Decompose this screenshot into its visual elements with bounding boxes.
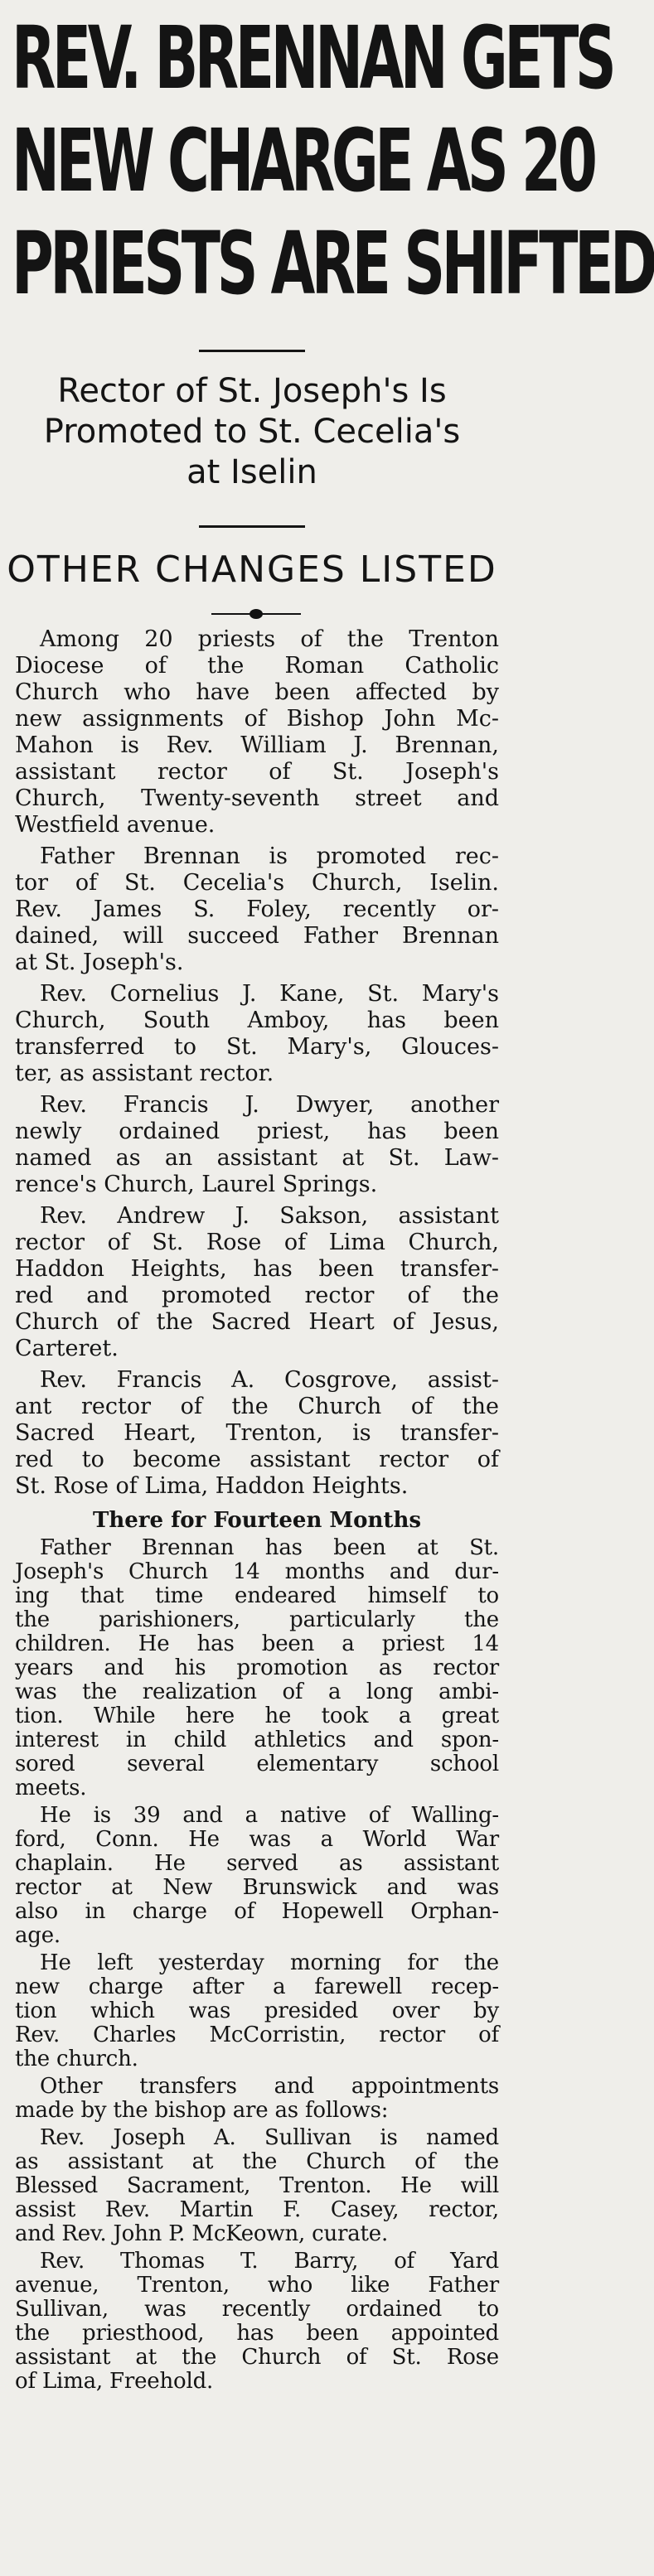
text-line: Church, Twenty-seventh street and: [15, 785, 499, 811]
text-line: Rev. Francis A. Cosgrove, assist-: [40, 1367, 499, 1393]
text-line: Rev. Joseph A. Sullivan is named: [40, 2125, 499, 2150]
text-line: rector at New Brunswick and was: [15, 1875, 499, 1900]
text-line: at St. Joseph's.: [15, 950, 184, 975]
text-line: red to become assistant rector of: [15, 1447, 499, 1472]
paragraph: [15, 1536, 499, 1800]
text-line: Church of the Sacred Heart of Jesus,: [15, 1309, 499, 1335]
text-line: the church.: [15, 2047, 138, 2071]
text-line: the parishioners, particularly the: [15, 1607, 499, 1632]
text-line: rector of St. Rose of Lima Church,: [15, 1230, 499, 1255]
deck-line: Promoted to St. Cecelia's: [43, 413, 461, 451]
deck: [0, 371, 504, 493]
text-line: Westfield avenue.: [15, 812, 216, 838]
deck-line: Rector of St. Joseph's Is: [57, 372, 447, 410]
text-line: named as an assistant at St. Law-: [15, 1145, 499, 1171]
headline: [12, 7, 654, 315]
text-line: red and promoted rector of the: [15, 1283, 499, 1308]
text-line: He is 39 and a native of Walling-: [40, 1803, 499, 1828]
text-line: tor of St. Cecelia's Church, Iselin.: [15, 870, 499, 896]
text-line: Rev. Francis J. Dwyer, another: [40, 1092, 499, 1118]
text-line: Rev. Charles McCorristin, rector of: [15, 2023, 499, 2047]
text-line: dained, will succeed Father Brennan: [15, 923, 499, 949]
text-line: newly ordained priest, has been: [15, 1119, 499, 1144]
text-line: and Rev. John P. McKeown, curate.: [15, 2221, 389, 2246]
headline-line: REV. BRENNAN GETS: [12, 7, 613, 109]
headline-line: PRIESTS ARE SHIFTED: [12, 213, 654, 314]
paragraph: [15, 1092, 499, 1198]
deck-line: at Iselin: [187, 453, 317, 491]
text-line: Haddon Heights, has been transfer-: [15, 1256, 499, 1282]
text-line: avenue, Trenton, who like Father: [15, 2273, 499, 2298]
text-line: chaplain. He served as assistant: [15, 1851, 499, 1876]
text-line: St. Rose of Lima, Haddon Heights.: [15, 1473, 409, 1499]
article-body: [15, 626, 499, 2397]
text-line: assistant at the Church of St. Rose: [15, 2345, 499, 2370]
text-line: ant rector of the Church of the: [15, 1394, 499, 1419]
paragraph: [15, 1804, 499, 1948]
paragraph: [15, 981, 499, 1087]
subhead: OTHER CHANGES LISTED: [7, 549, 497, 591]
text-line: Joseph's Church 14 months and dur-: [15, 1559, 499, 1584]
paragraph: [15, 1951, 499, 2071]
text-line: transferred to St. Mary's, Glouces-: [15, 1034, 499, 1060]
text-line: of Lima, Freehold.: [15, 2369, 214, 2394]
text-line: rence's Church, Laurel Springs.: [15, 1172, 378, 1197]
text-line: Mahon is Rev. William J. Brennan,: [15, 732, 499, 758]
text-line: ter, as assistant rector.: [15, 1061, 274, 1086]
text-line: Father Brennan is promoted rec-: [40, 843, 499, 869]
text-line: also in charge of Hopewell Orphan-: [15, 1899, 499, 1924]
deck-rule: [199, 525, 305, 528]
text-line: Father Brennan has been at St.: [40, 1535, 499, 1560]
text-line: Sacred Heart, Trenton, is transfer-: [15, 1420, 499, 1446]
text-line: Church who have been affected by: [15, 679, 499, 705]
text-line: Among 20 priests of the Trenton: [40, 626, 499, 652]
text-line: children. He has been a priest 14: [15, 1631, 499, 1656]
text-line: tion which was presided over by: [15, 1998, 499, 2023]
text-line: Rev. James S. Foley, recently or-: [15, 897, 499, 922]
text-line: the priesthood, has been appointed: [15, 2321, 499, 2346]
text-line: Sullivan, was recently ordained to: [15, 2297, 499, 2322]
paragraph: [15, 843, 499, 976]
text-line: assistant rector of St. Joseph's: [15, 759, 499, 785]
text-line: Other transfers and appointments: [40, 2074, 499, 2099]
paragraph: [15, 1203, 499, 1362]
headline-rule: [199, 350, 305, 352]
paragraph: [15, 626, 499, 839]
paragraph: [15, 2126, 499, 2246]
text-line: Rev. Andrew J. Sakson, assistant: [40, 1203, 499, 1229]
text-line: Diocese of the Roman Catholic: [15, 653, 499, 679]
text-line: new charge after a farewell recep-: [15, 1974, 499, 1999]
text-line: was the realization of a long ambi-: [15, 1679, 499, 1704]
text-line: Church, South Amboy, has been: [15, 1008, 499, 1033]
text-line: as assistant at the Church of the: [15, 2149, 499, 2174]
text-line: tion. While here he took a great: [15, 1704, 499, 1728]
paragraph: [15, 1367, 499, 1500]
text-line: years and his promotion as rector: [15, 1655, 499, 1680]
text-line: meets.: [15, 1776, 87, 1800]
section-head: There for Fourteen Months: [93, 1508, 421, 1533]
text-line: Rev. Thomas T. Barry, of Yard: [40, 2249, 499, 2274]
text-line: new assignments of Bishop John Mc-: [15, 706, 499, 732]
paragraph: [15, 2250, 499, 2394]
text-line: made by the bishop are as follows:: [15, 2098, 389, 2123]
text-line: age.: [15, 1923, 61, 1948]
text-line: Rev. Cornelius J. Kane, St. Mary's: [40, 981, 499, 1007]
text-line: sored several elementary school: [15, 1752, 499, 1776]
text-line: interest in child athletics and spon-: [15, 1728, 499, 1752]
text-line: ford, Conn. He was a World War: [15, 1827, 499, 1852]
text-line: assist Rev. Martin F. Casey, rector,: [15, 2197, 499, 2222]
dash-ornament: [211, 613, 301, 615]
headline-line: NEW CHARGE AS 20: [12, 110, 594, 211]
paragraph: [15, 2075, 499, 2123]
text-line: Carteret.: [15, 1336, 119, 1361]
text-line: He left yesterday morning for the: [40, 1950, 499, 1975]
text-line: Blessed Sacrament, Trenton. He will: [15, 2173, 499, 2198]
text-line: ing that time endeared himself to: [15, 1583, 499, 1608]
